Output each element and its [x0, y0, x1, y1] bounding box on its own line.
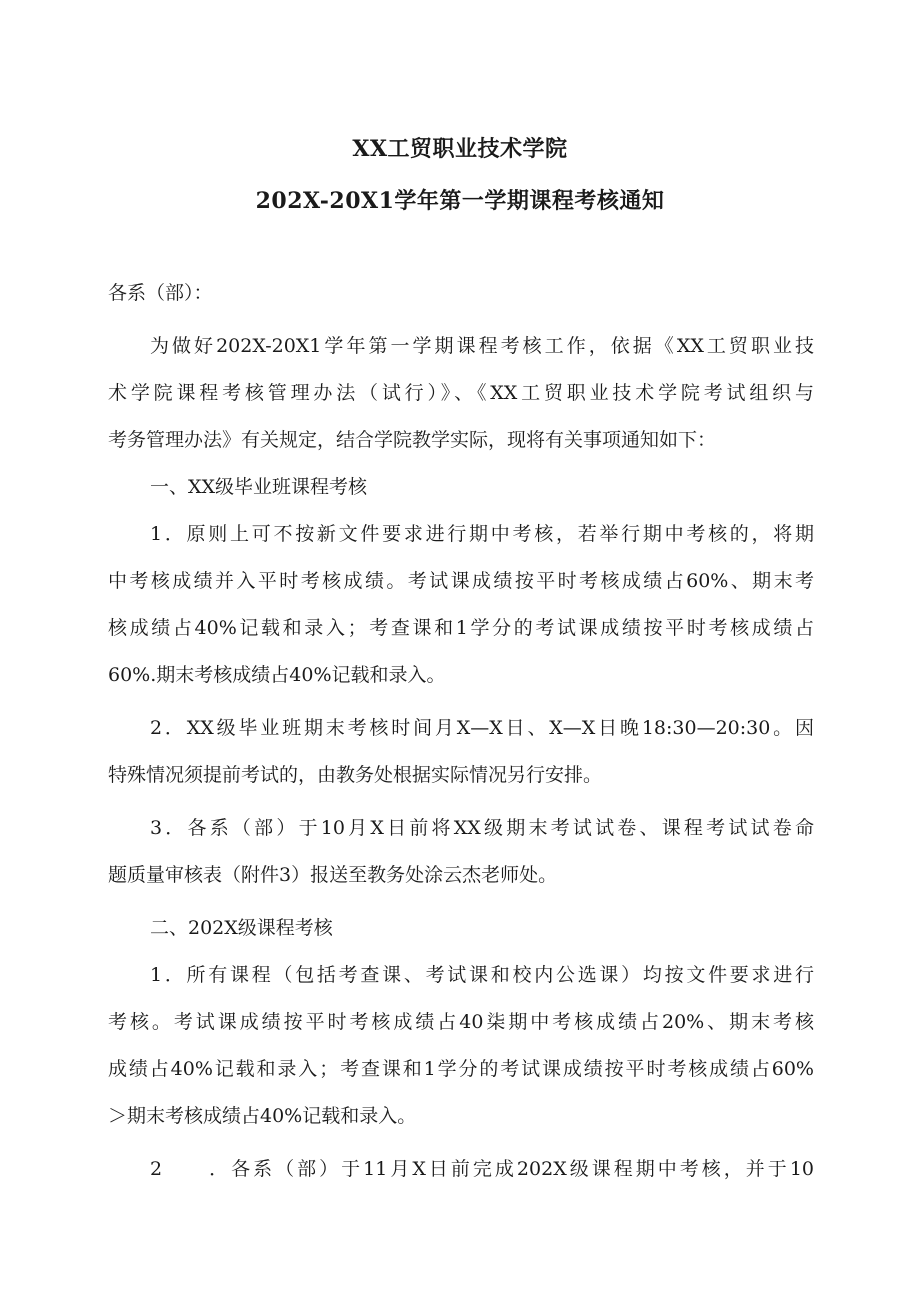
paragraph-line: 中考核成绩并入平时考核成绩。考试课成绩按平时考核成绩占60%、期末考 [108, 570, 814, 592]
paragraph-line: 核成绩占40%记载和录入；考查课和1学分的考试课成绩按平时考核成绩占 [108, 617, 814, 639]
paragraph-line: 考核。考试课成绩按平时考核成绩占40柒期中考核成绩占20%、期末考核 [108, 1011, 814, 1033]
paragraph-line: 成绩占40%记载和录入；考查课和1学分的考试课成绩按平时考核成绩占60% [108, 1058, 814, 1080]
paragraph-line: 1．原则上可不按新文件要求进行期中考核，若举行期中考核的，将期 [150, 523, 814, 545]
section1-item1 [108, 511, 814, 699]
intro-paragraph [108, 323, 814, 464]
salutation: 各系（部）： [108, 282, 213, 304]
paragraph-line: 术学院课程考核管理办法（试行）》、《XX工贸职业技术学院考试组织与 [108, 382, 814, 404]
section-heading-1: 一、XX级毕业班课程考核 [150, 476, 368, 498]
paragraph-line: 题质量审核表（附件3）报送至教务处涂云杰老师处。 [108, 864, 558, 886]
paragraph-line: 2 ．各系（部）于11月X日前完成202X级课程期中考核，并于10 [150, 1158, 814, 1180]
paragraph-line: 1．所有课程（包括考查课、考试课和校内公选课）均按文件要求进行 [150, 964, 814, 986]
paragraph-line: 3．各系（部）于10月X日前将XX级期末考试试卷、课程考试试卷命 [150, 817, 814, 839]
section1-item2 [108, 705, 814, 799]
section2-item2 [108, 1146, 814, 1193]
document-title-institution: XX工贸职业技术学院 [352, 136, 568, 162]
paragraph-line: 特殊情况须提前考试的，由教务处根据实际情况另行安排。 [108, 764, 603, 786]
paragraph-line: ＞期末考核成绩占40%记载和录入。 [108, 1105, 417, 1127]
document-body [108, 270, 814, 1193]
paragraph-line: 2．XX级毕业班期末考核时间月X—X日、X—X日晚18:30—20:30。因 [150, 717, 814, 739]
paragraph-line: 为做好202X-20X1学年第一学期课程考核工作，依据《XX工贸职业技 [150, 335, 814, 357]
section2-item1 [108, 952, 814, 1140]
section1-item3 [108, 805, 814, 899]
document-title-notice: 202X-20X1学年第一学期课程考核通知 [255, 188, 665, 214]
paragraph-line: 考务管理办法》有关规定，结合学院教学实际，现将有关事项通知如下： [108, 429, 717, 451]
section-heading-2: 二、202X级课程考核 [150, 917, 333, 939]
paragraph-line: 60%.期末考核成绩占40%记载和录入。 [108, 664, 446, 686]
